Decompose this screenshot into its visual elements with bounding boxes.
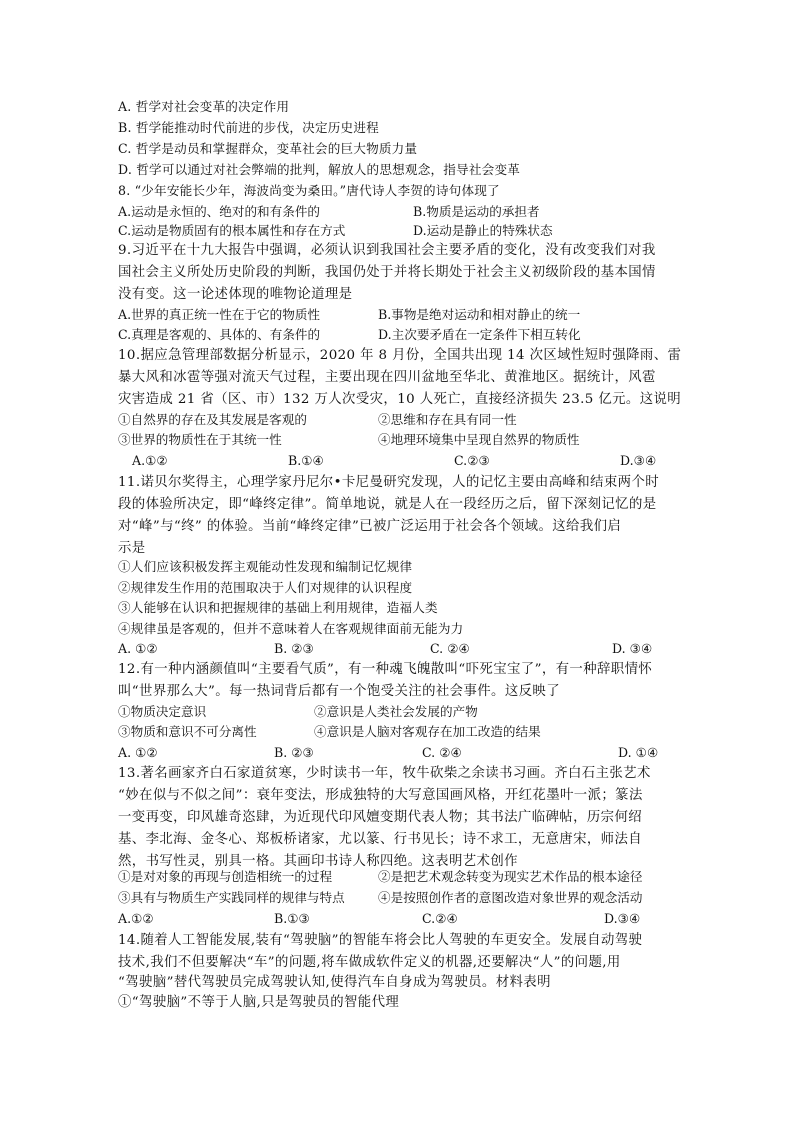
q8-option-c: C.运动是物质固有的根本属性和存在方式 — [118, 223, 346, 238]
q11-option-b: B. ②③ — [274, 641, 314, 656]
q11-option-c: C. ②④ — [430, 641, 470, 656]
q11-stem-line2: 段的体验所决定，即“峰终定律”。简单地说，就是人在一段经历之后，留下深刻记忆的是 — [118, 497, 657, 512]
q12-option-b: B. ②③ — [274, 745, 314, 760]
q9-stem-line3: 没有变。这一论述体现的唯物论道理是 — [118, 287, 353, 302]
q11-statement-2: ②规律发生作用的范围取决于人们对规律的认识程度 — [118, 580, 413, 595]
q10-stem-line3: 灾害造成 21 省（区、市）132 万人次受灾，10 人死亡，直接经济损失 23.5 亿元。这说明 — [118, 392, 682, 407]
q12-statement-3: ③物质和意识不可分离性 — [118, 724, 257, 739]
q7-option-b: B. 哲学能推动时代前进的步伐，决定历史进程 — [118, 120, 379, 135]
q10-option-b: B.①④ — [288, 453, 324, 468]
q9-stem-line1: 9.习近平在十九大报告中强调，必须认识到我国社会主要矛盾的变化，没有改变我们对我 — [118, 243, 656, 258]
q10-statement-3: ③世界的物质性在于其统一性 — [118, 432, 282, 447]
q13-statement-4: ④是按照创作者的意图改造对象世界的观念活动 — [378, 890, 643, 905]
q11-statement-1: ①人们应该积极发挥主观能动性发现和编制记忆规律 — [118, 559, 413, 574]
q9-stem-line2: 国社会主义所处历史阶段的判断，我国仍处于并将长期处于社会主义初级阶段的基本国情 — [118, 265, 656, 280]
q11-stem-line3: 对“峰”与“终” 的体验。当前“峰终定律”已被广泛运用于社会各个领域。这给我们启 — [118, 519, 622, 534]
q13-stem-line1: 13.著名画家齐白石家道贫寒，少时读书一年，牧牛砍柴之余读书习画。齐白石主张艺术 — [118, 766, 651, 781]
q13-statement-3: ③具有与物质生产实践同样的规律与特点 — [118, 890, 345, 905]
q10-option-a: A.①② — [132, 453, 168, 468]
q14-stem-line2: 技术,我们不但要解决“车”的问题,将车做成软件定义的机器,还要解决“人”的问题,用 — [118, 955, 621, 970]
q10-option-c: C.②③ — [454, 453, 490, 468]
q8-option-b: B.物质是运动的承担者 — [413, 204, 540, 219]
q13-stem-line4: 基、李北海、金冬心、郑板桥诸家，尤以篆、行书见长；诗不求工，无意唐宋，师法自 — [118, 832, 643, 847]
q13-stem-line3: 一变再变，印风雄奇恣肆，为近现代印风嬗变期代表人物；其书法广临碑帖，历宗何绍 — [118, 810, 643, 825]
q13-option-a: A.①② — [118, 911, 154, 926]
q12-statement-2: ②意识是人类社会发展的产物 — [314, 704, 478, 719]
q7-option-a: A. 哲学对社会变革的决定作用 — [118, 99, 290, 114]
q10-statement-2: ②思维和存在具有同一性 — [378, 412, 517, 427]
q9-option-b: B.事物是绝对运动和相对静止的统一 — [378, 307, 581, 322]
q12-option-d: D. ①④ — [618, 745, 659, 760]
q10-option-d: D.③④ — [620, 453, 657, 468]
q13-statement-1: ①是对对象的再现与创造相统一的过程 — [118, 869, 333, 884]
q12-stem-line1: 12.有一种内涵颜值叫“主要看气质”，有一种魂飞魄散叫“吓死宝宝了”，有一种辞职情怀 — [118, 662, 653, 677]
q11-option-d: D. ③④ — [612, 641, 653, 656]
q8-stem: 8. “少年安能长少年，海波尚变为桑田。”唐代诗人李贺的诗句体现了 — [118, 183, 500, 198]
q8-option-d: D.运动是静止的特殊状态 — [413, 223, 553, 238]
q11-statement-4: ④规律虽是客观的，但并不意味着人在客观规律面前无能为力 — [118, 621, 464, 636]
q13-option-b: B.①③ — [274, 911, 310, 926]
q11-stem-line1: 11.诺贝尔奖得主，心理学家丹尼尔•卡尼曼研究发现，人的记忆主要由高峰和结束两个时 — [118, 475, 660, 490]
q12-option-a: A. ①② — [118, 745, 158, 760]
q13-option-d: D.③④ — [604, 911, 641, 926]
q10-stem-line2: 暴大风和冰雹等强对流天气过程，主要出现在四川盆地至华北、黄淮地区。据统计，风雹 — [118, 370, 656, 385]
q9-option-a: A.世界的真正统一性在于它的物质性 — [118, 307, 321, 322]
q13-statement-2: ②是把艺术观念转变为现实艺术作品的根本途径 — [378, 869, 643, 884]
q12-option-c: C. ②④ — [422, 745, 462, 760]
q13-option-c: C.②④ — [422, 911, 458, 926]
q14-stem-line1: 14.随着人工智能发展,装有“驾驶脑”的智能车将会比人驾驶的车更安全。发展自动驾驶 — [118, 933, 643, 948]
q13-stem-line2: “妙在似与不似之间”：衰年变法，形成独特的大写意国画风格，开红花墨叶一派；篆法 — [118, 788, 643, 803]
q7-option-c: C. 哲学是动员和掌握群众，变革社会的巨大物质力量 — [118, 141, 418, 156]
q11-stem-line4: 示是 — [118, 541, 146, 556]
q8-option-a: A.运动是永恒的、绝对的和有条件的 — [118, 204, 321, 219]
q14-stem-line3: “驾驶脑”替代驾驶员完成驾驶认知,使得汽车自身成为驾驶员。材料表明 — [118, 975, 551, 990]
q9-option-d: D.主次要矛盾在一定条件下相互转化 — [378, 327, 581, 342]
q12-statement-1: ①物质决定意识 — [118, 704, 207, 719]
q11-statement-3: ③人能够在认识和把握规律的基础上利用规律，造福人类 — [118, 600, 438, 615]
q10-statement-4: ④地理环境集中呈现自然界的物质性 — [378, 432, 580, 447]
q13-stem-line5: 然，书写性灵，别具一格。其画印书诗人称四绝。这表明艺术创作 — [118, 854, 518, 869]
q12-statement-4: ④意识是人脑对客观存在加工改造的结果 — [314, 724, 541, 739]
q7-option-d: D. 哲学可以通过对社会弊端的批判，解放人的思想观念，指导社会变革 — [118, 162, 521, 177]
q9-option-c: C.真理是客观的、具体的、有条件的 — [118, 327, 321, 342]
q12-stem-line2: 叫“世界那么大”。每一热词背后都有一个饱受关注的社会事件。这反映了 — [118, 684, 560, 699]
q10-statement-1: ①自然界的存在及其发展是客观的 — [118, 412, 307, 427]
q11-option-a: A. ①② — [118, 641, 158, 656]
q14-statement-1: ①“驾驶脑”不等于人脑,只是驾驶员的智能代理 — [118, 995, 400, 1010]
q10-stem-line1: 10.据应急管理部数据分析显示，2020 年 8 月份，全国共出现 14 次区域性短时强降雨、雷 — [118, 348, 682, 363]
